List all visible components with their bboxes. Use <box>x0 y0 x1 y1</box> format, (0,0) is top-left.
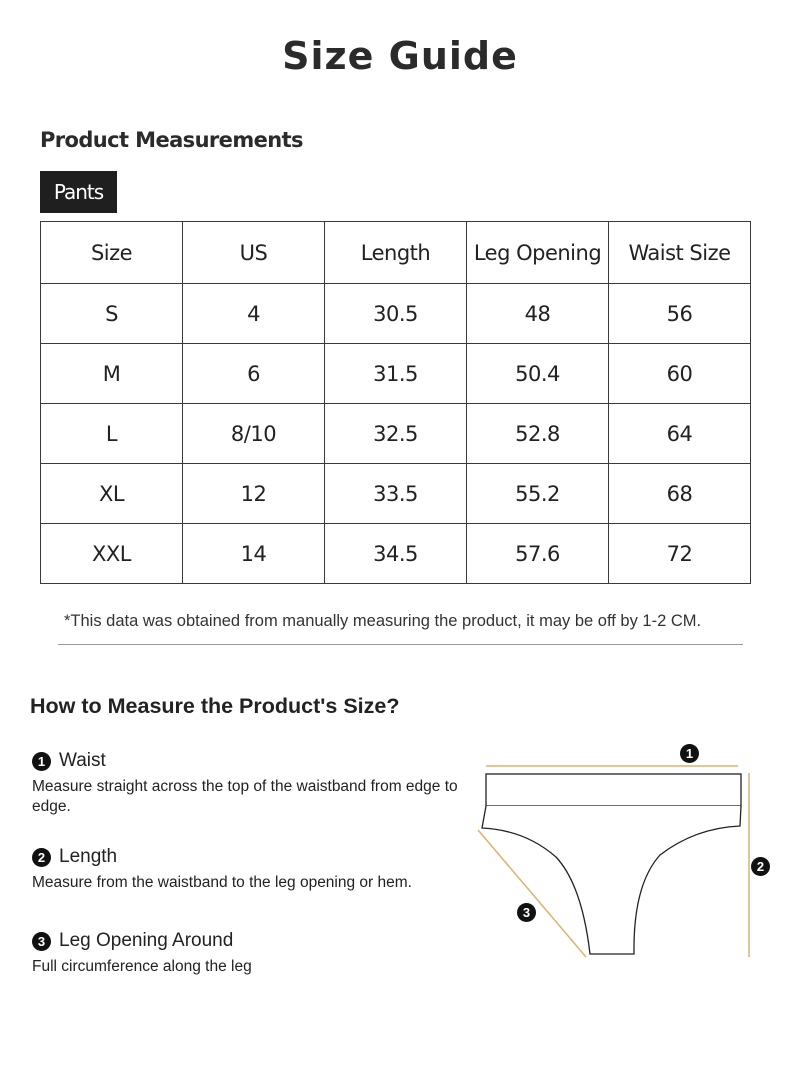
table-cell: 60 <box>609 344 751 404</box>
table-cell: S <box>41 284 183 344</box>
table-cell: 68 <box>609 464 751 524</box>
column-header: Waist Size <box>609 222 751 284</box>
table-cell: XXL <box>41 524 183 584</box>
table-cell: 72 <box>609 524 751 584</box>
table-cell: L <box>41 404 183 464</box>
step-leg-opening <box>32 930 462 977</box>
table-cell: 48 <box>467 284 609 344</box>
column-header: Length <box>325 222 467 284</box>
step-description: Measure from the waistband to the leg opening or hem. <box>32 874 412 891</box>
table-cell: 56 <box>609 284 751 344</box>
table-cell: 6 <box>183 344 325 404</box>
table-cell: 8/10 <box>183 404 325 464</box>
step-title: Length <box>59 846 118 867</box>
table-cell: 30.5 <box>325 284 467 344</box>
number-2-icon: 2 <box>32 848 51 867</box>
table-cell: 34.5 <box>325 524 467 584</box>
table-cell: M <box>41 344 183 404</box>
table-cell: 50.4 <box>467 344 609 404</box>
column-header: Leg Opening <box>467 222 609 284</box>
table-row <box>41 284 751 344</box>
table-row <box>41 464 751 524</box>
table-cell: 31.5 <box>325 344 467 404</box>
table-row <box>41 524 751 584</box>
waistband-shape <box>486 774 741 806</box>
category-badge: Pants <box>40 171 117 213</box>
section-heading: Product Measurements <box>40 128 303 152</box>
number-1-icon: 1 <box>32 752 51 771</box>
table-cell: 4 <box>183 284 325 344</box>
briefs-diagram <box>470 735 790 970</box>
table-header-row <box>41 222 751 284</box>
size-table <box>40 221 751 584</box>
table-cell: 64 <box>609 404 751 464</box>
table-cell: 52.8 <box>467 404 609 464</box>
table-cell: 55.2 <box>467 464 609 524</box>
page-title: Size Guide <box>282 34 518 78</box>
number-3-icon: 3 <box>517 903 536 922</box>
table-cell: 14 <box>183 524 325 584</box>
table-cell: 12 <box>183 464 325 524</box>
disclaimer-note: *This data was obtained from manually measuring the product, it may be off by 1-2 CM. <box>64 612 702 630</box>
step-title: Leg Opening Around <box>59 930 234 951</box>
table-cell: 57.6 <box>467 524 609 584</box>
table-cell: 32.5 <box>325 404 467 464</box>
table-cell: 33.5 <box>325 464 467 524</box>
measurement-diagram <box>470 735 790 970</box>
table-row <box>41 344 751 404</box>
step-description: Full circumference along the leg <box>32 958 252 975</box>
number-1-icon: 1 <box>680 744 699 763</box>
table-row <box>41 404 751 464</box>
divider <box>58 644 743 645</box>
column-header: US <box>183 222 325 284</box>
number-2-icon: 2 <box>751 857 770 876</box>
step-waist <box>32 750 462 817</box>
number-3-icon: 3 <box>32 932 51 951</box>
step-length <box>32 846 462 893</box>
column-header: Size <box>41 222 183 284</box>
step-description: Measure straight across the top of the waistband from edge to edge. <box>32 778 458 815</box>
measure-heading: How to Measure the Product's Size? <box>30 694 400 718</box>
table-cell: XL <box>41 464 183 524</box>
step-title: Waist <box>59 750 106 771</box>
